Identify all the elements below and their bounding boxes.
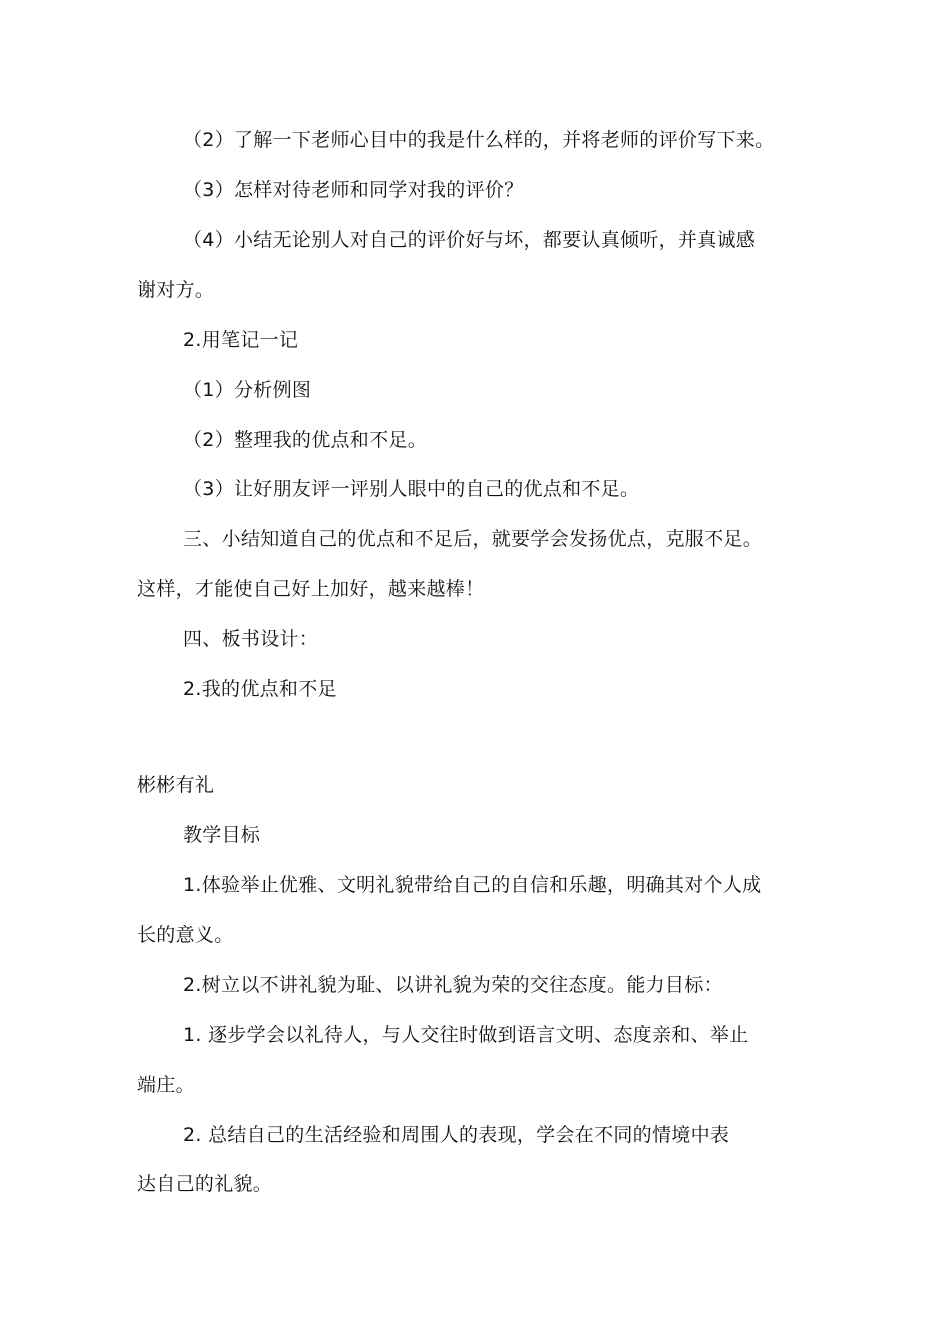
paragraph-line: 达自己的礼貌。 <box>137 1173 273 1195</box>
paragraph-line: 这样，才能使自己好上加好，越来越棒！ <box>137 578 485 600</box>
paragraph-line: （1）分析例图 <box>183 379 312 401</box>
paragraph-line: 2.用笔记一记 <box>183 329 299 351</box>
paragraph-line: 2.树立以不讲礼貌为耻、以讲礼貌为荣的交往态度。能力目标： <box>183 974 723 996</box>
paragraph-line: （2）了解一下老师心目中的我是什么样的，并将老师的评价写下来。 <box>183 129 775 151</box>
paragraph-line: 谢对方。 <box>137 279 215 301</box>
paragraph-line: 1.体验举止优雅、文明礼貌带给自己的自信和乐趣，明确其对个人成 <box>183 874 762 896</box>
section-heading: 四、板书设计： <box>183 628 319 650</box>
paragraph-line: （3）让好朋友评一评别人眼中的自己的优点和不足。 <box>183 478 640 500</box>
paragraph-line: 长的意义。 <box>137 924 234 946</box>
paragraph-line: （4）小结无论别人对自己的评价好与坏，都要认真倾听，并真诚感 <box>183 229 756 251</box>
paragraph-line: 2. 总结自己的生活经验和周围人的表现，学会在不同的情境中表 <box>183 1124 730 1146</box>
paragraph-line: 端庄。 <box>137 1074 195 1096</box>
paragraph-line: 1. 逐步学会以礼待人，与人交往时做到语言文明、态度亲和、举止 <box>183 1024 749 1046</box>
paragraph-line: 2.我的优点和不足 <box>183 678 337 700</box>
paragraph-line: 三、小结知道自己的优点和不足后，就要学会发扬优点，克服不足。 <box>183 528 763 550</box>
lesson-title: 彬彬有礼 <box>137 774 215 796</box>
paragraph-line: （2）整理我的优点和不足。 <box>183 429 427 451</box>
paragraph-line: （3）怎样对待老师和同学对我的评价？ <box>183 179 524 201</box>
section-heading: 教学目标 <box>183 824 261 846</box>
